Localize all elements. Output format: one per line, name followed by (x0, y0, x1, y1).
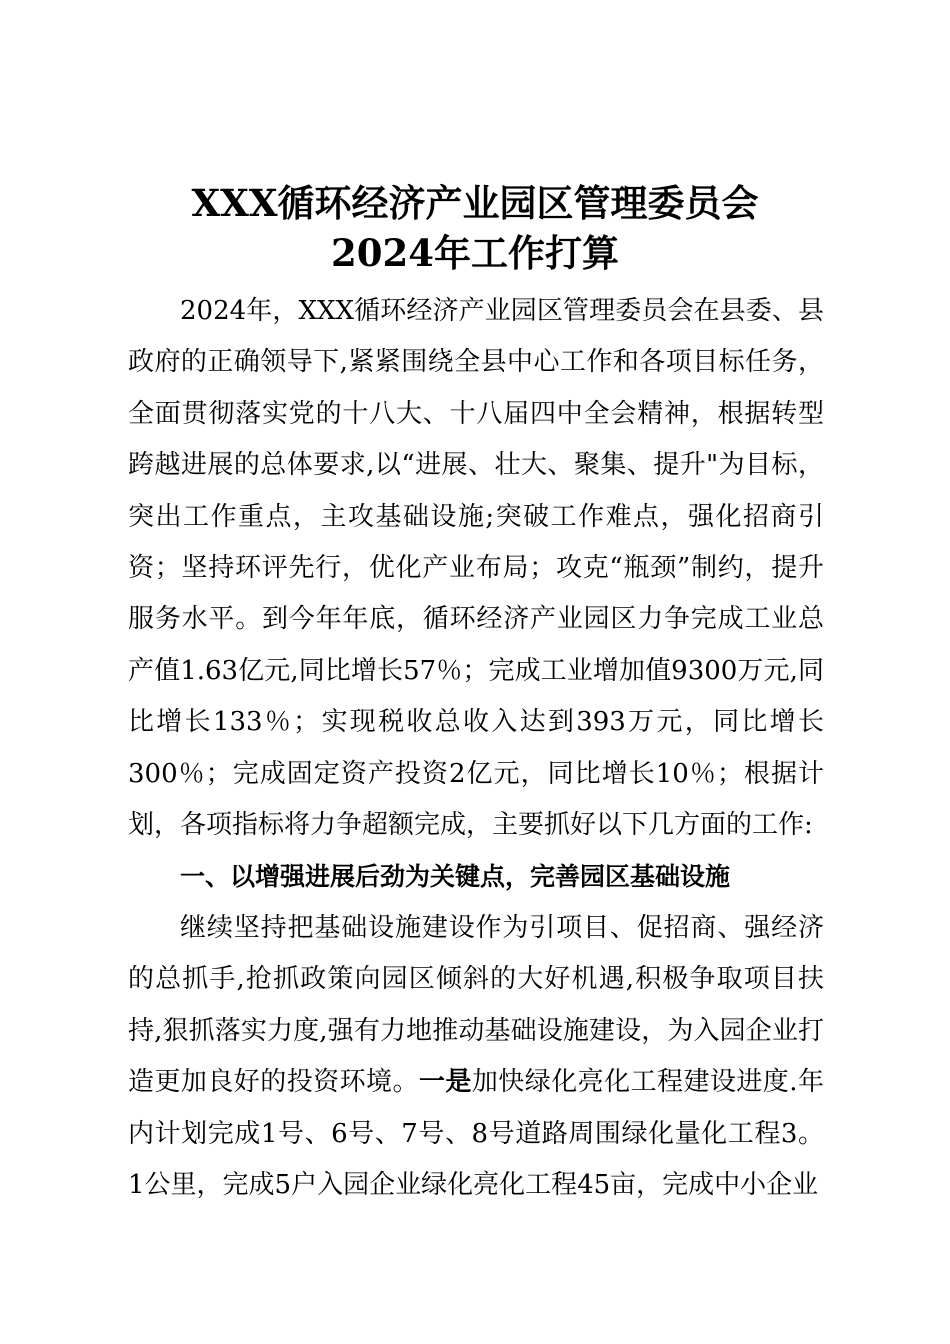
document-body (128, 286, 824, 1211)
section-heading-1: 一、以增强进展后劲为关键点，完善园区基础设施 (180, 862, 731, 892)
section-1-paragraph (128, 903, 824, 1211)
point-1-text: 加快绿化亮化工程建设进度.年内计划完成1号、6号、7号、8号道路周围绿化量化工程3。1公里，完成5户入园企业绿化亮化工程45亩，完成中小企业 (128, 1067, 824, 1200)
document-title-line-1: XXX循环经济产业园区管理委员会 (191, 181, 759, 225)
section-1-paragraph-text: 继续坚持把基础设施建设作为引项目、促招商、强经济的总抓手,抢抓政策向园区倾斜的大好机遇,积极争取项目扶持,狠抓落实力度,强有力地推动基础设施建设，为入园企业打造更加良好的投资环境。 (128, 912, 824, 1098)
point-1-label: 一是 (418, 1067, 472, 1098)
intro-paragraph: 2024年，XXX循环经济产业园区管理委员会在县委、县政府的正确领导下,紧紧围绕全县中心工作和各项目标任务，全面贯彻落实党的十八大、十八届四中全会精神，根据转型跨越进展的总体要求,以“进展、壮大、聚集、提升"为目标，突出工作重点，主攻基础设施;突破工作难点，强化招商引资；坚持环评先行，优化产业布局；攻克“瓶颈”制约，提升服务水平。到今年年底，循环经济产业园区力争完成工业总产值1.63亿元,同比增长57％；完成工业增加值9300万元,同比增长133％；实现税收总收入达到393万元，同比增长300％；完成固定资产投资2亿元，同比增长10％；根据计划，各项指标将力争超额完成，主要抓好以下几方面的工作: (128, 296, 824, 841)
document-title-line-2: 2024年工作打算 (331, 231, 619, 275)
